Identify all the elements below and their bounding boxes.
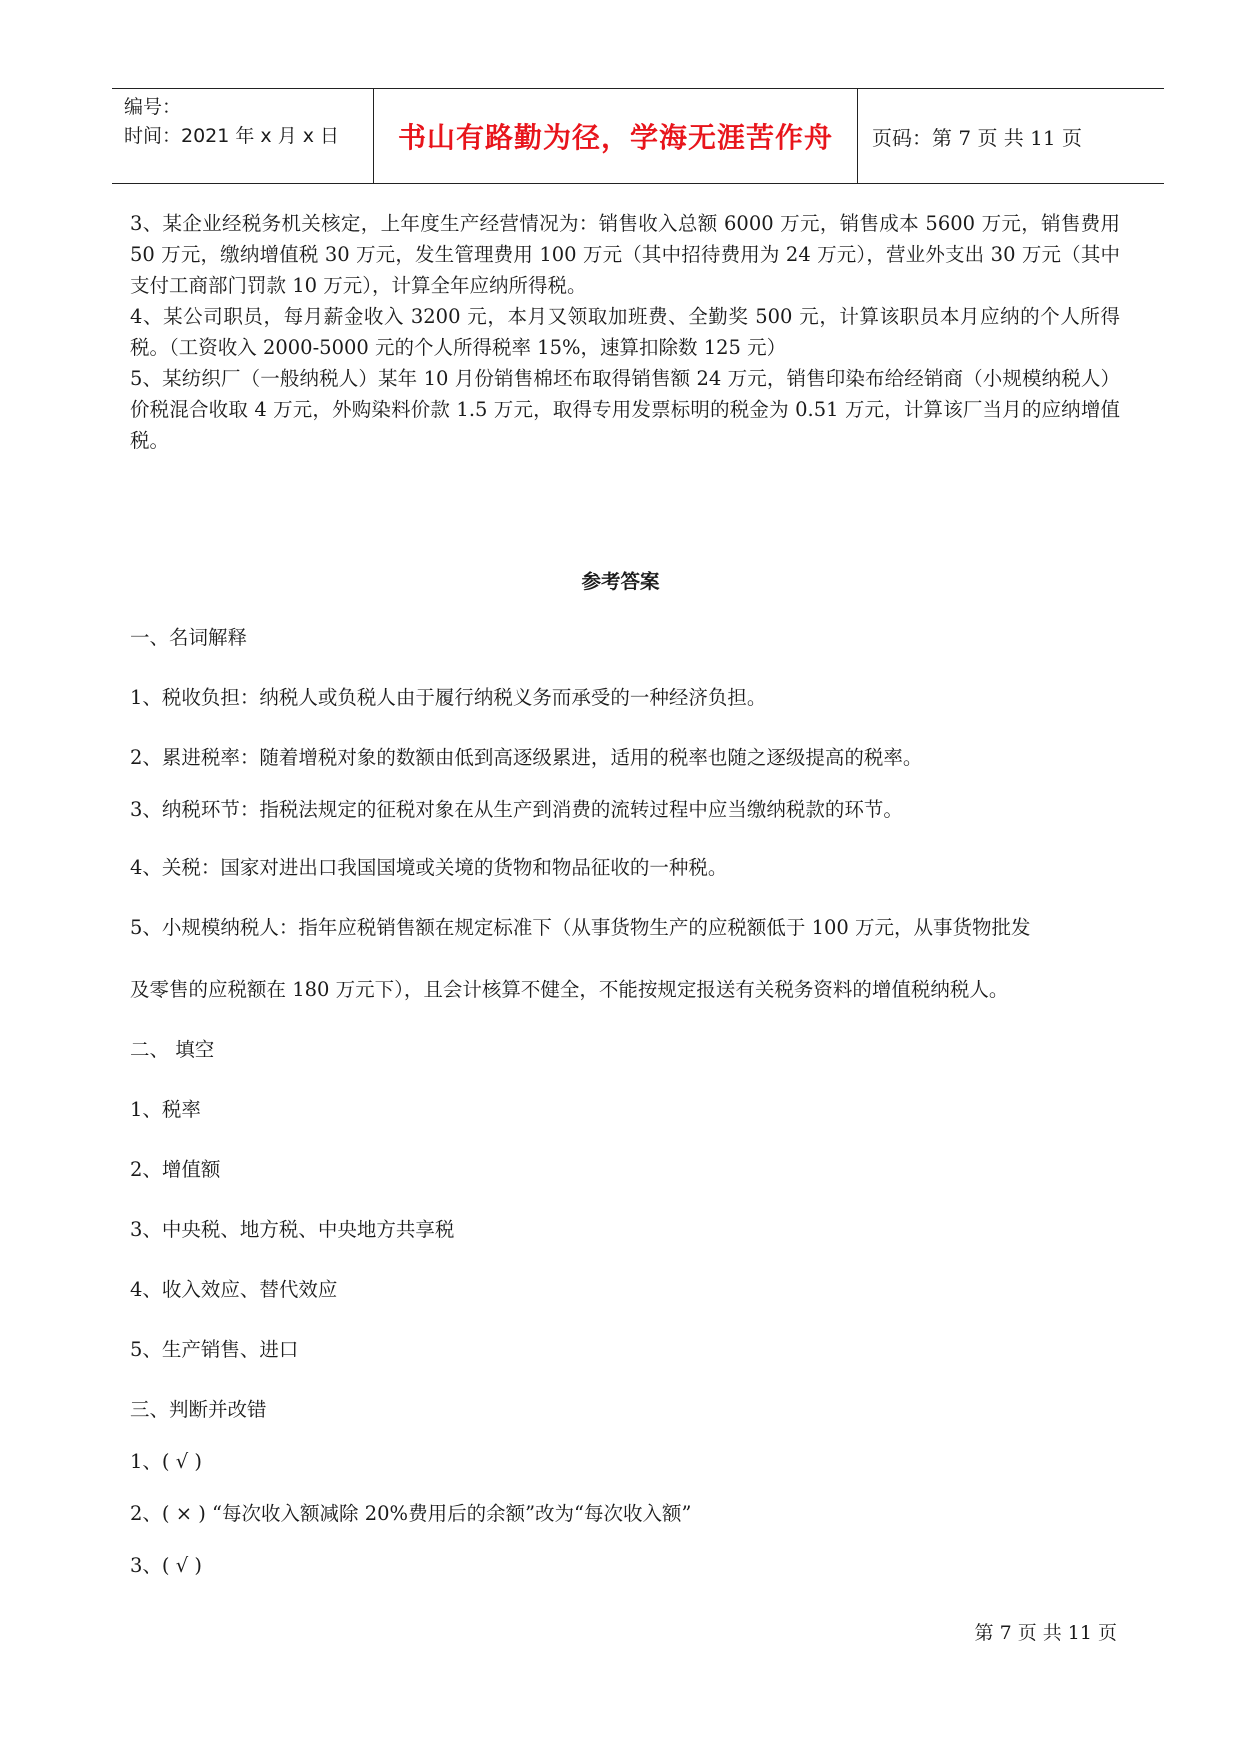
question-4: 4、某公司职员，每月薪金收入 3200 元，本月又领取加班费、全勤奖 500 元，计算该职员本月应纳的个人所得税。（工资收入 2000-5000 元的个人所得税率 15%，速算扣除数 125 元） xyxy=(130,305,1120,359)
answer-line: 1、( √ ) xyxy=(130,1450,202,1473)
question-3: 3、某企业经税务机关核定，上年度生产经营情况为：销售收入总额 6000 万元，销售成本 5600 万元，销售费用 50 万元，缴纳增值税 30 万元，发生管理费用 100 万元（其中招待费用为 24 万元），营业外支出 30 万元（其中支付工商部门罚款 10 万元），计算全年应纳所得税。 xyxy=(130,212,1120,297)
answer-line: 4、关税：国家对进出口我国国境或关境的货物和物品征收的一种税。 xyxy=(130,856,728,879)
answer-line: 3、( √ ) xyxy=(130,1554,202,1577)
answer-line: 1、税率 xyxy=(130,1098,201,1121)
answer-line: 1、税收负担：纳税人或负税人由于履行纳税义务而承受的一种经济负担。 xyxy=(130,686,767,709)
header-divider xyxy=(857,89,858,183)
page-footer: 第 7 页 共 11 页 xyxy=(974,1622,1117,1644)
header-table xyxy=(112,88,1164,184)
header-left-cell xyxy=(124,93,374,151)
date-label: 时间：2021 年 x 月 x 日 xyxy=(124,125,340,147)
header-page-number: 页码：第 7 页 共 11 页 xyxy=(872,125,1082,150)
question-5: 5、某纺织厂（一般纳税人）某年 10 月份销售棉坯布取得销售额 24 万元，销售印染布给经销商（小规模纳税人）价税混合收取 4 万元，外购染料价款 1.5 万元，取得专用发票标明的税金为 0.51 万元，计算该厂当月的应纳增值税。 xyxy=(130,367,1120,452)
answer-line: 5、小规模纳税人：指年应税销售额在规定标准下（从事货物生产的应税额低于 100 万元，从事货物批发 xyxy=(130,916,1031,939)
answers-title: 参考答案 xyxy=(581,570,660,593)
answer-line: 4、收入效应、替代效应 xyxy=(130,1278,338,1301)
answer-line: 3、中央税、地方税、中央地方共享税 xyxy=(130,1218,455,1241)
answer-line: 3、纳税环节：指税法规定的征税对象在从生产到消费的流转过程中应当缴纳税款的环节。 xyxy=(130,798,903,821)
answer-line: 2、累进税率：随着增税对象的数额由低到高逐级累进，适用的税率也随之逐级提高的税率。 xyxy=(130,746,923,769)
answer-line: 及零售的应税额在 180 万元下），且会计核算不健全，不能按规定报送有关税务资料的增值税纳税人。 xyxy=(130,978,1009,1001)
answer-line: 2、( × ) “每次收入额减除 20%费用后的余额”改为“每次收入额” xyxy=(130,1502,692,1525)
serial-number-label: 编号： xyxy=(124,96,182,118)
section-heading: 三、判断并改错 xyxy=(130,1398,267,1421)
answer-line: 2、增值额 xyxy=(130,1158,221,1181)
section-heading: 一、名词解释 xyxy=(130,626,248,649)
header-motto: 书山有路勤为径，学海无涯苦作舟 xyxy=(397,121,833,154)
answer-line: 5、生产销售、进口 xyxy=(130,1338,299,1361)
section-heading: 二、 填空 xyxy=(130,1038,215,1061)
